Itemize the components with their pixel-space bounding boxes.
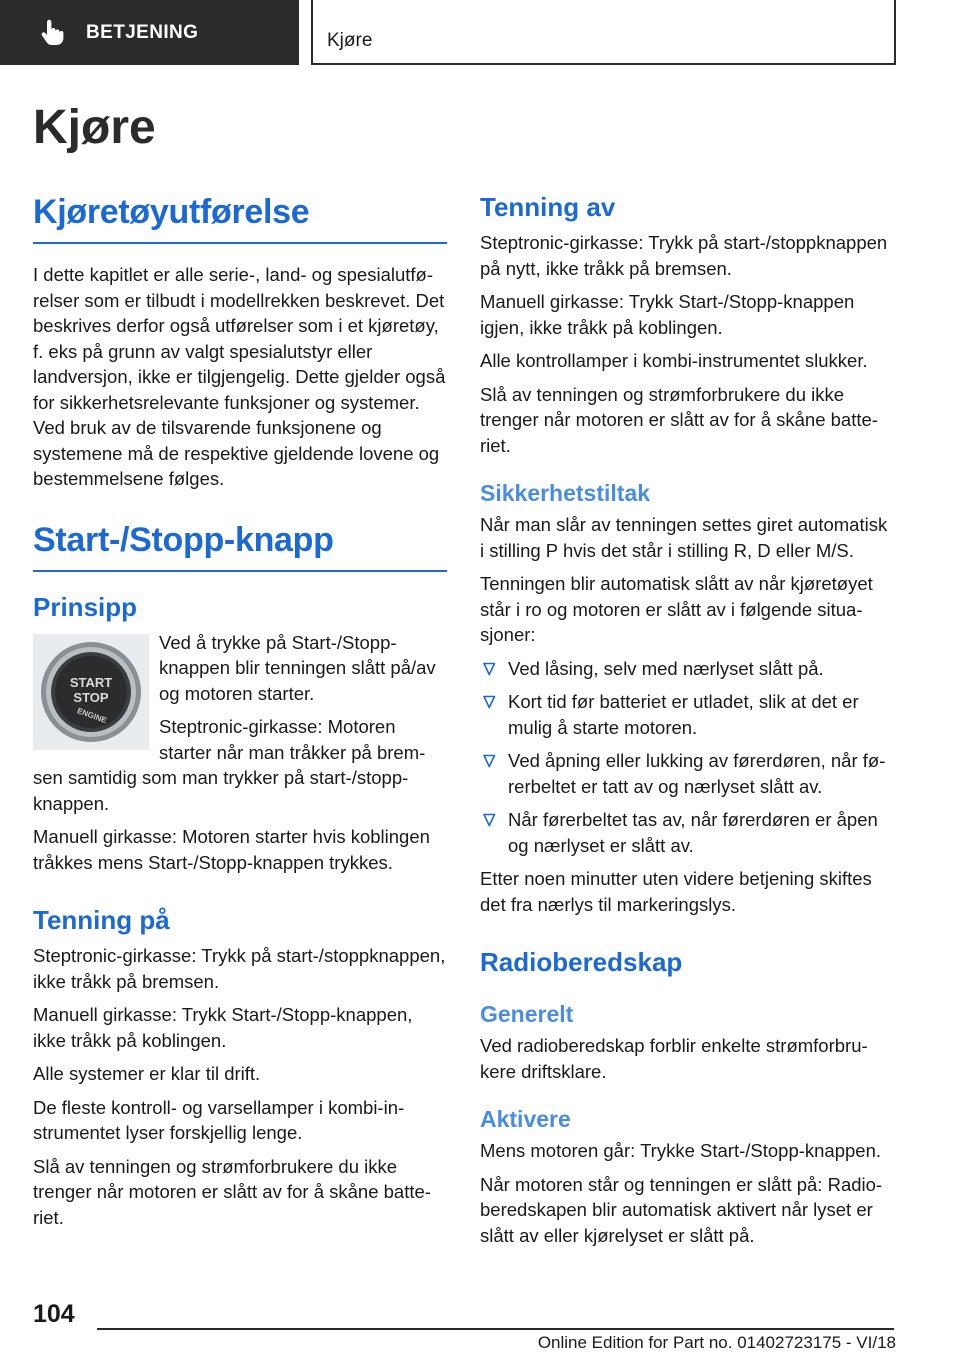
- heading-general: Generelt: [480, 1001, 574, 1027]
- triangle-bullet-icon: [482, 662, 496, 676]
- paragraph-ignition-off-4: Slå av tenningen og strømforbrukere du ikke trenger når motoren er slått av for å skåne batteriet.: [480, 383, 878, 456]
- safety-bullet-list: [480, 656, 894, 859]
- heading-principle: Prinsipp: [33, 591, 138, 622]
- footer-divider: [97, 1328, 894, 1330]
- paragraph-activate-1: Mens motoren går: Trykke Start-/Stopp-knappen.: [480, 1140, 882, 1161]
- list-item: Kort tid før batteriet er utladet, slik at det er mulig å starte motoren.: [480, 689, 894, 740]
- paragraph-ignition-on-1: Steptronic-girkasse: Trykk på start-/stoppknappen, ikke tråkk på bremsen.: [33, 945, 446, 992]
- left-column: [33, 190, 447, 1238]
- heading-start-stop: Start-/Stopp-knapp: [33, 518, 447, 572]
- header-section-label: BETJENING: [86, 21, 199, 43]
- header-page-label: Kjøre: [311, 0, 896, 65]
- heading-activate: Aktivere: [480, 1106, 571, 1132]
- triangle-bullet-icon: [482, 813, 496, 827]
- paragraph-ignition-on-4: De fleste kontroll- og varsellamper i kombi-instrumentet lyser forskjellig lenge.: [33, 1096, 405, 1143]
- paragraph-ignition-on-2: Manuell girkasse: Trykk Start-/Stopp-knappen, ikke tråkk på koblingen.: [33, 1004, 413, 1051]
- list-item: Ved åpning eller lukking av førerdøren, når førerbeltet er tatt av og nærlyset slått av.: [480, 748, 894, 799]
- button-text-stop: STOP: [73, 689, 109, 705]
- page-number: 104: [33, 1300, 75, 1328]
- right-column: [480, 190, 894, 1256]
- paragraph-ignition-on-3: Alle systemer er klar til drift.: [33, 1063, 261, 1084]
- heading-safety: Sikkerhetstiltak: [480, 480, 651, 506]
- paragraph-ignition-off-2: Manuell girkasse: Trykk Start-/Stopp-knappen igjen, ikke tråkk på koblingen.: [480, 291, 855, 338]
- paragraph-principle-3: Manuell girkasse: Motoren starter hvis koblingen tråkkes mens Start-/Stopp-knappen trykkes.: [33, 826, 430, 873]
- paragraph-principle-2: Steptronic-girkasse: Motoren starter når man tråkker på bremsen samtidig som man trykker på start-/stopp-knappen.: [33, 716, 426, 814]
- heading-ignition-on: Tenning på: [33, 905, 170, 935]
- footer-edition-text: Online Edition for Part no. 01402723175 - VI/18: [537, 1333, 896, 1352]
- heading-vehicle-version: Kjøretøyutførelse: [33, 190, 447, 244]
- heading-ignition-off: Tenning av: [480, 192, 616, 222]
- paragraph-ignition-off-1: Steptronic-girkasse: Trykk på start-/stoppknappen på nytt, ikke tråkk på bremsen.: [480, 232, 888, 279]
- paragraph-safety-1: Når man slår av tenningen settes giret automatisk i stilling P hvis det står i stilling R, D eller M/S.: [480, 514, 888, 561]
- paragraph-general: Ved radioberedskap forblir enkelte strømforbrukere driftsklare.: [480, 1035, 868, 1082]
- paragraph-safety-2: Tenningen blir automatisk slått av når kjøretøyet står i ro og motoren er slått av i følgende situasjoner:: [480, 573, 873, 645]
- triangle-bullet-icon: [482, 695, 496, 709]
- paragraph-principle-1: Ved å trykke på Start-/Stopp-knappen blir tenningen slått på/av og motoren starter.: [159, 631, 436, 704]
- heading-radio-readiness: Radioberedskap: [480, 947, 683, 977]
- button-text-start: START: [69, 674, 113, 690]
- paragraph-ignition-off-3: Alle kontrollamper i kombi-instrumentet slukker.: [480, 350, 868, 371]
- paragraph-ignition-on-5: Slå av tenningen og strømforbrukere du ikke trenger når motoren er slått av for å skåne batteriet.: [33, 1155, 431, 1228]
- paragraph-activate-2: Når motoren står og tenningen er slått på: Radioberedskapen blir automatisk aktivert når lyset er slått av eller kjørelyset er slått på.: [480, 1173, 883, 1246]
- header-section-tab: [0, 0, 299, 65]
- paragraph-safety-3: Etter noen minutter uten videre betjening skiftes det fra nærlys til markeringslys.: [480, 868, 872, 915]
- start-stop-engine-button-icon: [33, 634, 149, 750]
- list-item: Ved låsing, selv med nærlyset slått på.: [480, 656, 894, 682]
- button-text-engine: ENGINE: [75, 705, 108, 725]
- paragraph-vehicle-version: I dette kapitlet er alle serie-, land- og spesialutførelser som er tilbudt i modellrekken beskrevet. Det beskrives derfor også utførelser som i et kjøretøy, f. eks på grunn av valgt spesialutstyr eller landversjon, ikke er tilgjengelig. Dette gjelder også for sikkerhetsrelevante funksjoner og systemer. Ved bruk av de tilsvarende funksjonene og systemene må de respektive gjeldende lovene og bestemmelsene følges.: [33, 264, 446, 489]
- page-title: Kjøre: [33, 101, 156, 154]
- triangle-bullet-icon: [482, 754, 496, 768]
- hand-pointer-icon: [38, 19, 66, 47]
- list-item: Når førerbeltet tas av, når førerdøren er åpen og nærlyset er slått av.: [480, 807, 894, 858]
